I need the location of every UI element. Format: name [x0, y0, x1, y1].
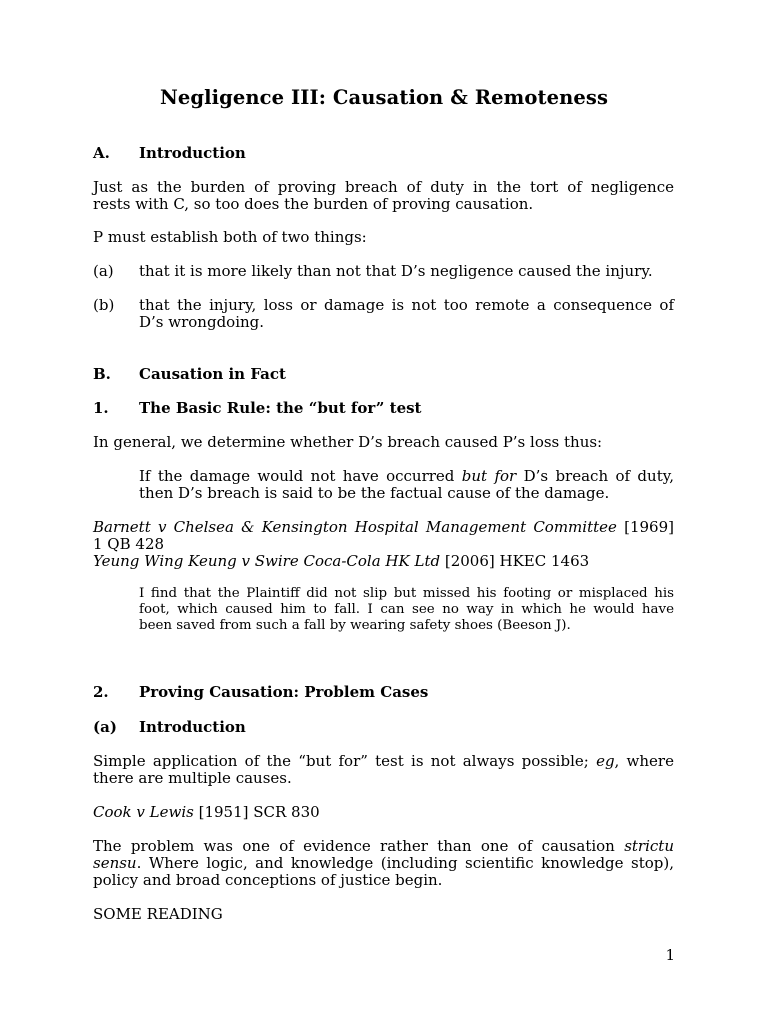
- case-yeung-citation: [2006] HKEC 1463: [444, 552, 590, 570]
- case-cook-citation: [1951] SCR 830: [198, 803, 320, 821]
- section-a-label: Introduction: [139, 144, 246, 162]
- problem-sensu: sensu: [93, 854, 137, 872]
- general-text: In general, we determine whether D’s breach caused P’s loss thus:: [93, 433, 603, 451]
- subsection-a-number: (a): [93, 718, 117, 736]
- quote-line-3: been saved from such a fall by wearing safety shoes (Beeson J).: [139, 618, 571, 633]
- simple-application-paragraph: [93, 753, 674, 787]
- quote-line-2: foot, which caused him to fall. I can see no way in which he would have: [139, 602, 674, 617]
- case-cook-name: Cook v Lewis: [93, 803, 194, 821]
- subsection-a-heading: [93, 719, 674, 736]
- intro-paragraph: [93, 179, 674, 213]
- page-number: 1: [665, 946, 675, 964]
- section-b-label: Causation in Fact: [139, 365, 286, 383]
- problem-paragraph: [93, 838, 674, 889]
- list-item-b-line-2: D’s wrongdoing.: [139, 313, 265, 331]
- rule-line-1-start: If the damage would not have occurred: [139, 467, 455, 485]
- problem-line-3: policy and broad conceptions of justice begin.: [93, 871, 443, 889]
- section-b-heading: [93, 366, 674, 383]
- case-barnett-name: Barnett v Chelsea & Kensington Hospital Management Committee: [93, 518, 617, 536]
- quote-line-1: I find that the Plaintiff did not slip but missed his footing or misplaced his: [139, 586, 674, 601]
- subsection-1-heading: [93, 400, 674, 417]
- list-item-a-text: that it is more likely than not that D’s negligence caused the injury.: [139, 262, 653, 280]
- simple-line-1-start: Simple application of the “but for” test is not always possible;: [93, 752, 589, 770]
- section-a-number: A.: [93, 144, 110, 162]
- subsection-1-label: The Basic Rule: the “but for” test: [139, 399, 422, 417]
- list-item-a-label: (a): [93, 262, 114, 280]
- subsection-a-label: Introduction: [139, 718, 246, 736]
- rule-but-for: but for: [461, 467, 517, 485]
- subsection-2-label: Proving Causation: Problem Cases: [139, 683, 429, 701]
- case-yeung: [93, 553, 674, 570]
- some-reading-heading: SOME READING: [93, 905, 223, 923]
- simple-line-2: there are multiple causes.: [93, 769, 292, 787]
- subsection-1-number: 1.: [93, 399, 109, 417]
- problem-strictu: strictu: [624, 837, 674, 855]
- list-item-b: [93, 297, 674, 331]
- case-barnett-year: [1969]: [624, 518, 674, 536]
- problem-line-1: [93, 838, 674, 855]
- section-a-heading: [93, 145, 674, 162]
- case-barnett-line-1: [93, 519, 674, 536]
- subsection-2-number: 2.: [93, 683, 109, 701]
- simple-line-1: [93, 753, 674, 770]
- case-yeung-name: Yeung Wing Keung v Swire Coca-Cola HK Ltd: [93, 552, 441, 570]
- must-establish-text: P must establish both of two things:: [93, 228, 367, 246]
- case-barnett: [93, 519, 674, 553]
- rule-line-2: then D’s breach is said to be the factual cause of the damage.: [139, 484, 610, 502]
- page-title: Negligence III: Causation & Remoteness: [159, 86, 609, 109]
- case-barnett-report: 1 QB 428: [93, 535, 165, 553]
- problem-line-2: [93, 855, 674, 872]
- list-item-b-text: [139, 297, 674, 331]
- rule-line-1: [139, 468, 674, 485]
- simple-line-1-end: , where: [614, 752, 674, 770]
- case-quote: [139, 586, 674, 634]
- rule-line-1-end: D’s breach of duty,: [523, 467, 674, 485]
- simple-eg: eg: [596, 752, 615, 770]
- intro-line-2: rests with C, so too does the burden of proving causation.: [93, 195, 534, 213]
- problem-line-1-start: The problem was one of evidence rather than one of causation: [93, 837, 615, 855]
- list-item-b-line-1: that the injury, loss or damage is not too remote a consequence of: [139, 296, 674, 314]
- case-cook: [93, 804, 674, 821]
- problem-line-2-end: . Where logic, and knowledge (including scientific knowledge stop),: [136, 854, 674, 872]
- list-item-b-label: (b): [93, 296, 115, 314]
- section-b-number: B.: [93, 365, 111, 383]
- subsection-2-heading: [93, 684, 674, 701]
- intro-line-1: Just as the burden of proving breach of duty in the tort of negligence: [93, 178, 674, 196]
- but-for-rule: [139, 468, 674, 502]
